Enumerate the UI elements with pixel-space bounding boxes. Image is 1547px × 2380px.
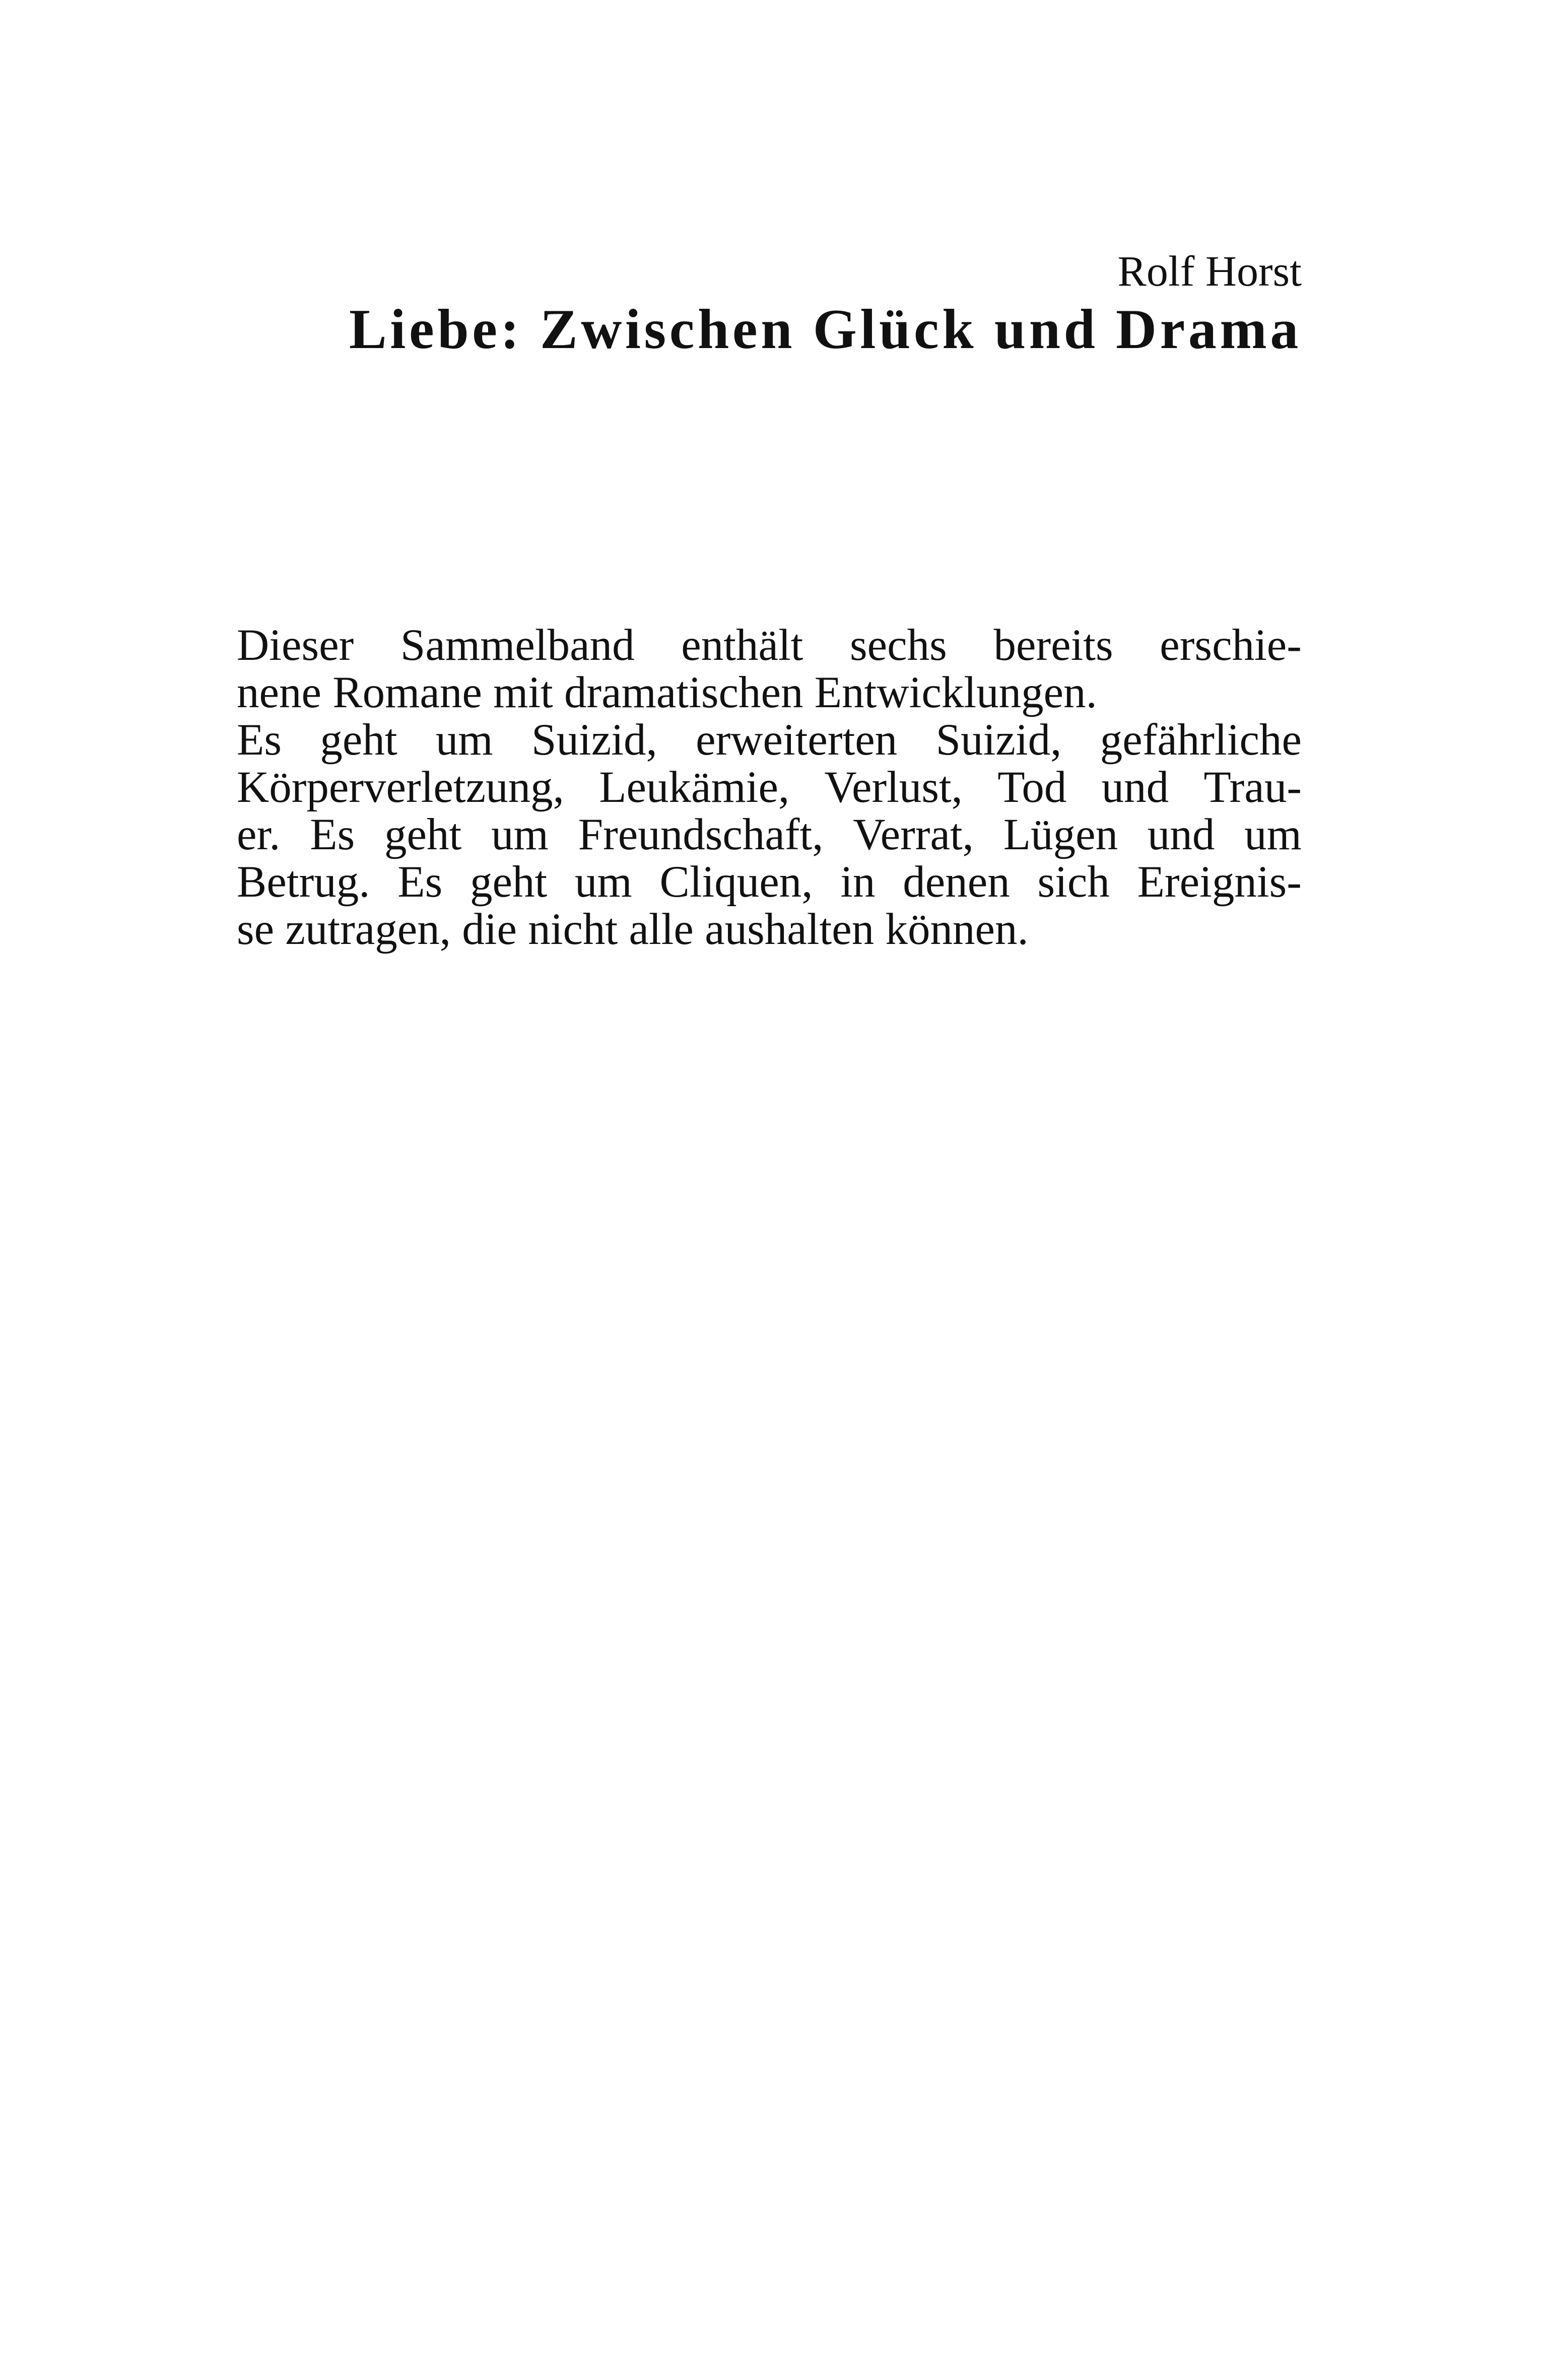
blurb-word: um — [574, 857, 632, 907]
blurb-word: und — [1147, 810, 1215, 859]
blurb-word: er. — [237, 810, 281, 859]
author-name: Rolf Horst — [1117, 247, 1302, 295]
blurb-word: um — [491, 810, 549, 859]
blurb-word: Verrat, — [853, 810, 974, 859]
blurb-word: Körperverletzung, — [237, 763, 564, 812]
blurb-word: Tod — [997, 763, 1067, 812]
blurb-word: Suizid, — [531, 715, 657, 765]
blurb-word: Es — [237, 715, 282, 765]
blurb-line: se zutragen, die nicht alle aushalten können. — [237, 905, 1029, 954]
book-header — [237, 246, 1302, 360]
blurb-word: sich — [1037, 857, 1110, 907]
blurb-word: Betrug. — [237, 857, 370, 907]
blurb-word: und — [1101, 763, 1169, 812]
blurb-line: nene Romane mit dramatischen Entwicklungen. — [237, 668, 1097, 717]
blurb-line — [237, 764, 1302, 811]
blurb-word: gefährliche — [1100, 715, 1302, 765]
blurb-word: Trau- — [1203, 763, 1302, 812]
blurb-word: Ereignis- — [1137, 857, 1302, 907]
blurb-line — [237, 622, 1302, 669]
blurb-word: geht — [469, 857, 548, 907]
blurb-word: enthält — [681, 621, 803, 670]
blurb-word: um — [1244, 810, 1302, 859]
blurb-word: denen — [903, 857, 1010, 907]
blurb-line — [237, 858, 1302, 906]
book-title: Liebe: Zwischen Glück und Drama — [349, 298, 1302, 361]
blurb-line — [237, 811, 1302, 858]
blurb-word: bereits — [993, 621, 1113, 670]
blurb-word: Cliquen, — [659, 857, 813, 907]
blurb-word: erweiterten — [696, 715, 898, 765]
blurb-word: erschie- — [1160, 621, 1302, 670]
blurb-word: Suizid, — [935, 715, 1062, 765]
blurb-word: geht — [384, 810, 462, 859]
blurb-word: Es — [310, 810, 355, 859]
blurb-word: Leukämie, — [599, 763, 790, 812]
blurb-word: um — [435, 715, 493, 765]
blurb-word: geht — [320, 715, 397, 765]
blurb-word: Lügen — [1003, 810, 1118, 859]
blurb-word: Dieser — [237, 621, 354, 670]
blurb-word: Es — [397, 857, 443, 907]
blurb-word: Verlust, — [824, 763, 963, 812]
blurb-word: in — [840, 857, 876, 907]
blurb-word: sechs — [850, 621, 947, 670]
blurb-text — [237, 622, 1302, 953]
blurb-word: Freundschaft, — [578, 810, 824, 859]
blurb-word: Sammelband — [400, 621, 635, 670]
blurb-line — [237, 716, 1302, 764]
